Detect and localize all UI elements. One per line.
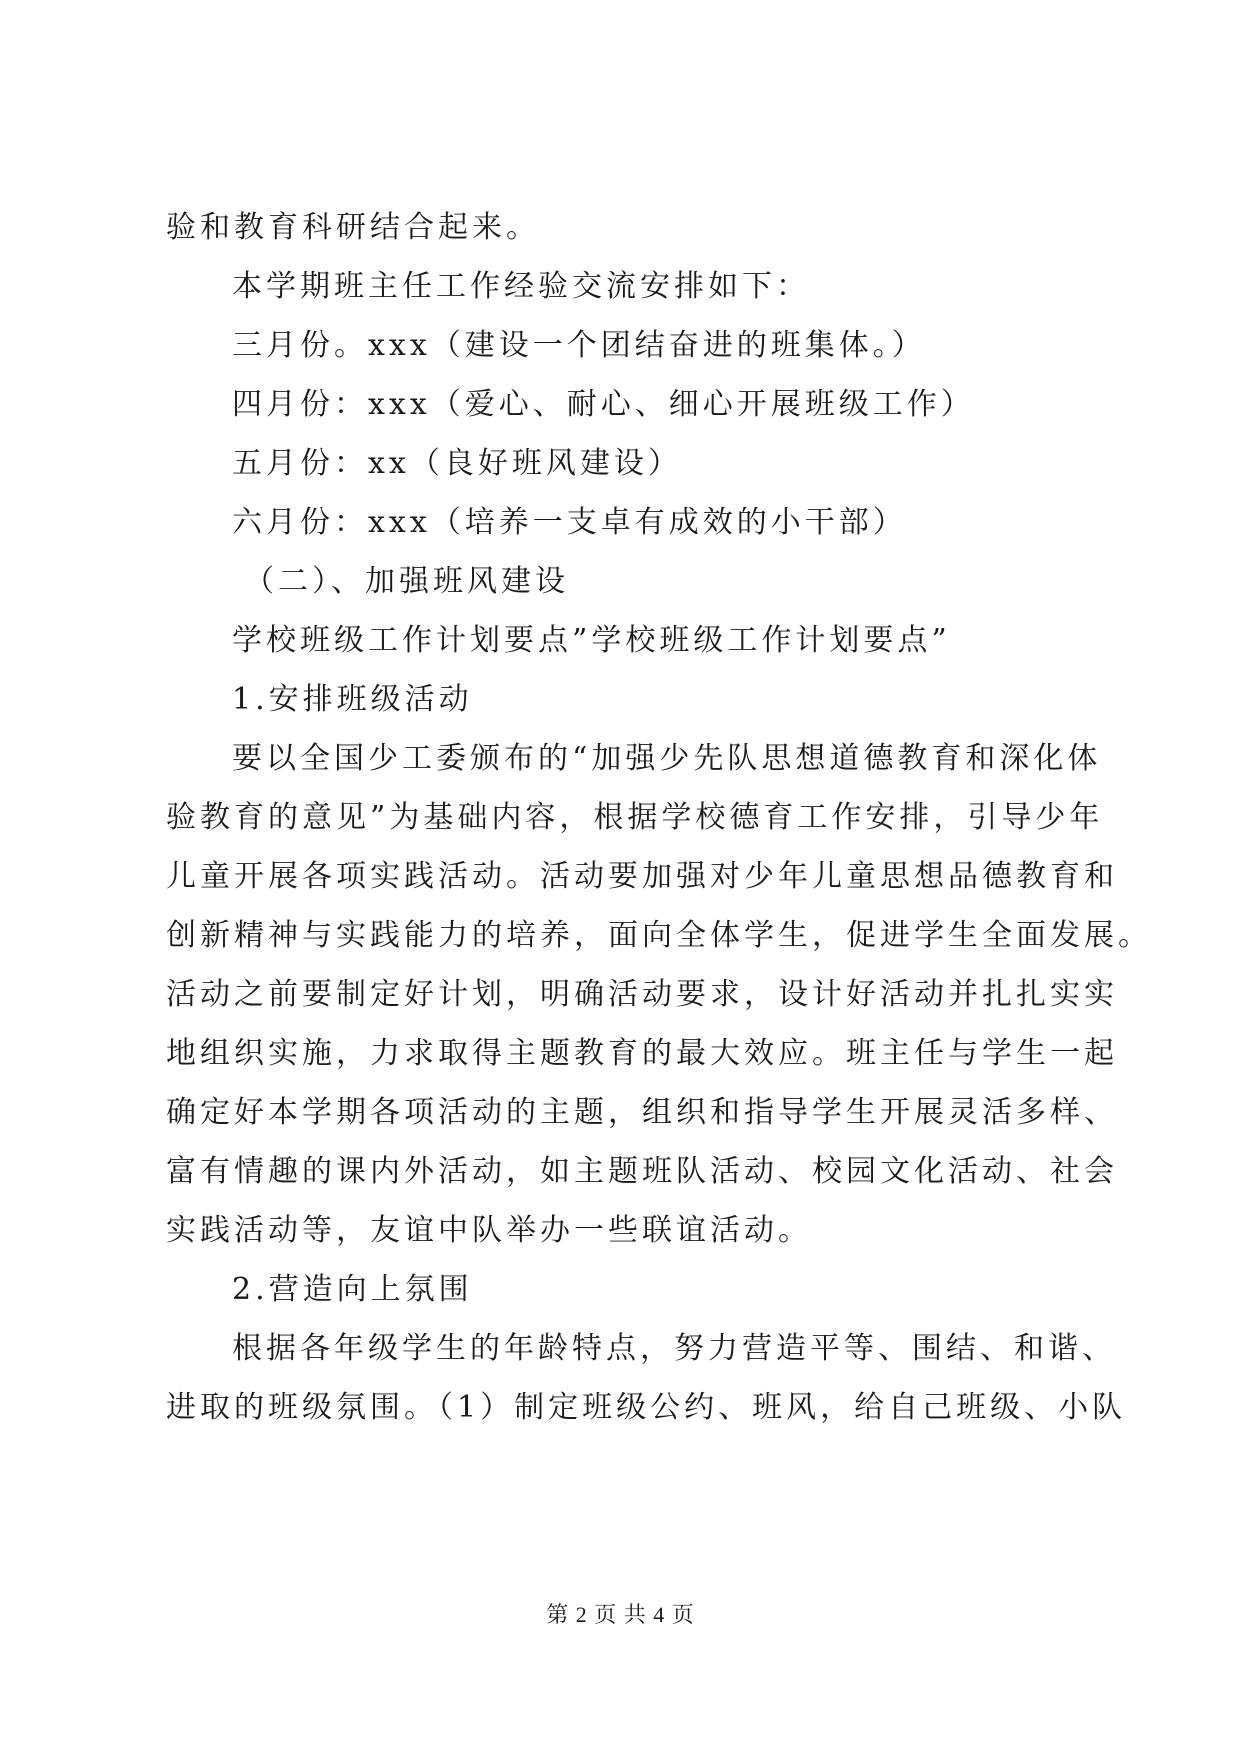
text-line: 根据各年级学生的年龄特点，努力营造平等、围结、和谐、 [232,1331,1116,1366]
text-line: 1.安排班级活动 [232,682,473,717]
text-line: 本学期班主任工作经验交流安排如下： [232,269,810,304]
text-line: 三月份。xxx（建设一个团结奋进的班集体。） [232,328,926,363]
text-line: 四月份：xxx（爱心、耐心、细心开展班级工作） [232,387,975,422]
text-line: 五月份：xx（良好班风建设） [232,446,682,481]
text-line: 要以全国少工委颁布的“加强少先队思想道德教育和深化体 [232,741,1102,776]
document-body [166,198,1152,1437]
text-line: 富有情趣的课内外活动，如主题班队活动、校园文化活动、社会 [166,1154,1118,1189]
text-line: 六月份：xxx（培养一支卓有成效的小干部） [232,505,907,540]
text-line: 实践活动等，友谊中队举办一些联谊活动。 [166,1213,812,1248]
text-line: 儿童开展各项实践活动。活动要加强对少年儿童思想品德教育和 [166,859,1118,894]
text-line: 验教育的意见”为基础内容，根据学校德育工作安排，引导少年 [166,800,1104,835]
text-line: 学校班级工作计划要点”学校班级工作计划要点” [232,623,951,658]
text-line: 地组织实施，力求取得主题教育的最大效应。班主任与学生一起 [166,1036,1118,1071]
text-line: 2.营造向上氛围 [232,1272,473,1307]
text-line: 验和教育科研结合起来。 [166,210,540,245]
text-line: 活动之前要制定好计划，明确活动要求，设计好活动并扎扎实实 [166,977,1118,1012]
text-line: 创新精神与实践能力的培养，面向全体学生，促进学生全面发展。 [166,918,1152,953]
text-line: 进取的班级氛围。（1）制定班级公约、班风，给自己班级、小队 [166,1390,1127,1425]
page-footer: 第 2 页 共 4 页 [546,1602,695,1627]
text-line: （二）、加强班风建设 [244,564,569,599]
text-line: 确定好本学期各项活动的主题，组织和指导学生开展灵活多样、 [166,1095,1118,1130]
